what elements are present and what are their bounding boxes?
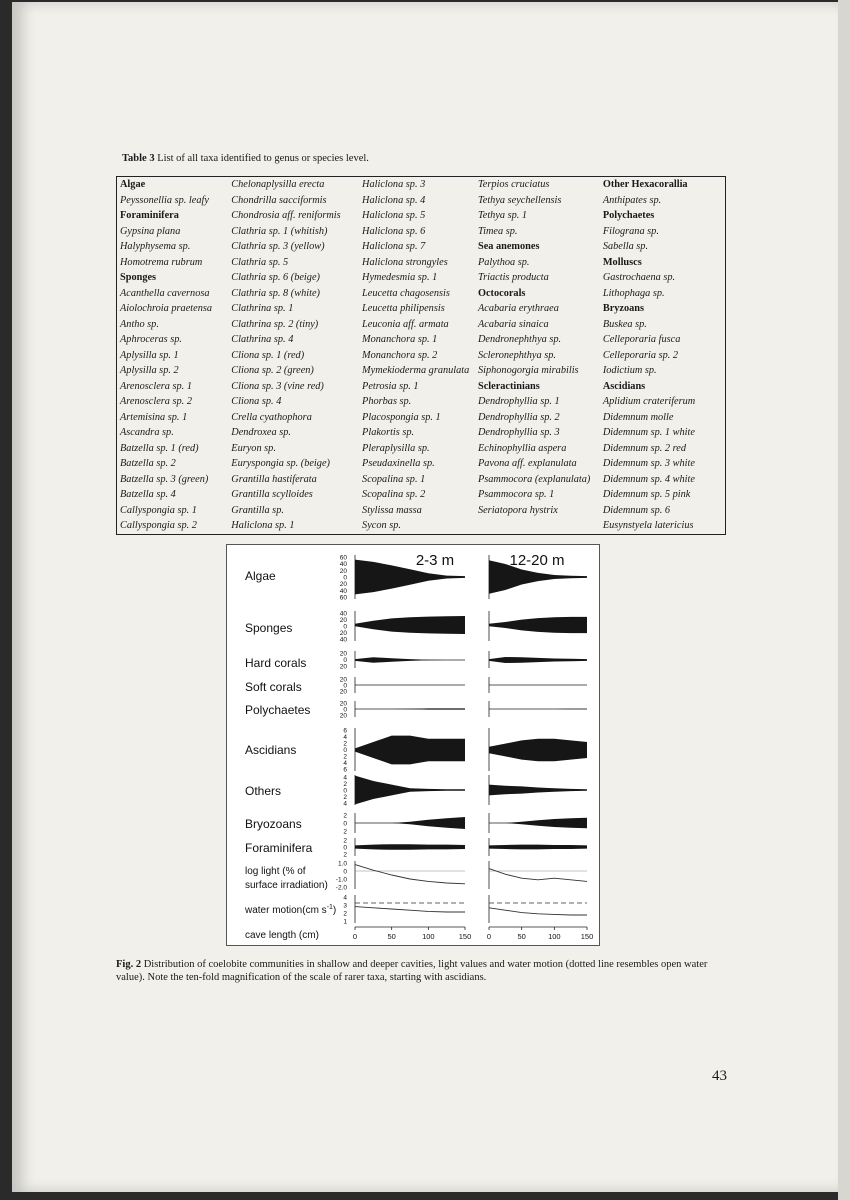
taxon-name: Celleporaria fusca: [602, 334, 681, 345]
taxon-name: Grantilla sp.: [231, 504, 284, 516]
taxon-name: Gastrochaena sp.: [602, 272, 676, 283]
taxon-name: Monanchora sp. 2: [362, 349, 438, 361]
scale-tick-label: 0: [343, 844, 347, 852]
taxon-name: Scopalina sp. 1: [362, 473, 426, 485]
taxon-name: Crella cyathophora: [231, 411, 312, 423]
x-tick-label: 0: [352, 932, 358, 941]
table-row: [117, 208, 726, 224]
scale-tick-label: 2: [343, 828, 347, 836]
taxon-name: Pavona aff. explanulata: [477, 458, 577, 469]
water-curve-shallow: [355, 907, 465, 912]
taxon-name: [475, 518, 600, 534]
taxon-name: Didemnum sp. 1 white: [602, 427, 695, 438]
taxon-name: Euryon sp.: [231, 442, 276, 454]
taxon-name: Grantilla scylloides: [231, 489, 313, 500]
taxon-label-others: Others: [245, 784, 282, 798]
taxon-name: Callyspongia sp. 1: [120, 504, 197, 516]
table-row: [117, 503, 726, 519]
table-row: [117, 286, 726, 302]
scale-tick-label: 0: [343, 747, 347, 754]
scale-tick-label: 2: [343, 781, 347, 788]
taxon-name: Aplysilla sp. 2: [120, 365, 179, 376]
water-scale-tick: 4: [343, 894, 347, 902]
taxon-group-heading: Molluscs: [602, 256, 642, 268]
table-row: [117, 270, 726, 286]
taxon-name: Eusynstyela latericius: [602, 520, 694, 531]
taxon-name: Mymekioderma granulata: [362, 365, 470, 376]
taxon-name: Haliclona sp. 4: [362, 194, 426, 206]
taxon-name: Aplidium crateriferum: [602, 396, 696, 407]
light-curve-deep: [489, 869, 587, 882]
x-tick-label: 100: [422, 932, 435, 941]
light-scale-tick: -2.0: [335, 884, 347, 892]
taxon-group-heading: Sea anemones: [477, 241, 540, 252]
scale-tick-label: 40: [339, 610, 347, 618]
taxon-name: Stylissa massa: [362, 504, 422, 516]
taxon-name: Clathria sp. 6 (beige): [231, 272, 320, 283]
taxon-name: Artemisina sp. 1: [120, 411, 188, 423]
scale-tick-label: 2: [343, 837, 347, 845]
taxon-name: Dendronephthya sp.: [477, 334, 562, 345]
water-label-text: water motion(cm s: [245, 905, 327, 916]
scale-tick-label: 20: [339, 712, 347, 720]
x-tick-label: 50: [387, 932, 396, 941]
scale-tick-label: 6: [343, 766, 347, 774]
taxon-name: Pseudaxinella sp.: [362, 458, 435, 469]
taxon-name: Acabaria sinaica: [477, 318, 549, 330]
taxon-name: Acabaria erythraea: [477, 303, 559, 314]
taxon-name: Didemnum molle: [602, 411, 674, 423]
table-row: [117, 472, 726, 488]
taxon-name: Callyspongia sp. 2: [120, 520, 197, 531]
scale-tick-label: 20: [339, 650, 347, 658]
taxon-name: Palythoa sp.: [477, 256, 530, 268]
taxon-group-heading: Ascidians: [602, 380, 646, 392]
x-tick-label: 100: [548, 932, 561, 941]
taxon-group-heading: Sponges: [120, 272, 157, 283]
water-label-sup: -1: [326, 904, 333, 911]
taxon-name: Scleronephthya sp.: [477, 349, 556, 361]
light-scale-tick: -1.0: [335, 876, 347, 884]
table-row: [117, 410, 726, 426]
table-row: [117, 224, 726, 240]
taxon-name: Clathria sp. 3 (yellow): [231, 241, 325, 252]
figure-kite-diagram: [226, 544, 600, 946]
taxon-group-heading: Bryzoans: [602, 303, 645, 314]
scale-tick-label: 2: [343, 740, 347, 748]
taxon-name: Arenosclera sp. 2: [120, 396, 192, 407]
taxa-table: [116, 176, 726, 535]
scale-tick-label: 0: [343, 574, 347, 582]
table-row: [117, 301, 726, 317]
taxon-name: Leucetta chagosensis: [362, 287, 450, 299]
taxon-name: Clathria sp. 8 (white): [231, 287, 320, 299]
scale-tick-label: 4: [343, 734, 347, 741]
taxon-name: Batzella sp. 4: [120, 489, 176, 500]
kite-foraminifera-shallow: [355, 844, 465, 850]
water-motion-label: [244, 904, 336, 916]
table-row: [117, 518, 726, 534]
taxon-label-algae: Algae: [245, 569, 276, 583]
taxon-name: Scopalina sp. 2: [362, 489, 426, 500]
scale-tick-label: 0: [343, 682, 347, 690]
scale-tick-label: 20: [339, 688, 347, 696]
x-tick-label: 0: [486, 932, 492, 941]
figure-caption-text: Distribution of coelobite communities in shallow and deeper cavities, light values and water motion (dotted line resembles open water value). Note the ten-fold magnification of the scale of rarer taxa, starting with ascidians.: [116, 959, 708, 983]
taxon-name: Plakortis sp.: [362, 427, 415, 438]
scale-tick-label: 0: [343, 657, 347, 664]
taxon-name: Aplysilla sp. 1: [120, 349, 179, 361]
scale-tick-label: 0: [343, 706, 347, 714]
taxon-label-bryozoans: Bryozoans: [245, 817, 302, 831]
light-label-line2: surface irradiation): [245, 880, 328, 891]
x-tick-label: 50: [517, 932, 526, 941]
scale-tick-label: 0: [343, 820, 347, 828]
taxon-name: Aphroceras sp.: [120, 334, 182, 345]
taxon-name: Petrosia sp. 1: [362, 380, 419, 392]
taxon-name: Clathria sp. 5: [231, 256, 289, 268]
taxon-name: Haliclona sp. 5: [362, 210, 426, 221]
scale-tick-label: 2: [343, 753, 347, 761]
scale-tick-label: 40: [339, 636, 347, 644]
kite-others-shallow: [355, 776, 465, 805]
taxon-name: Acanthella cavernosa: [120, 287, 210, 299]
taxon-name: Chondrosia aff. reniformis: [231, 210, 341, 221]
figure-caption: [116, 958, 728, 984]
taxon-name: Tethya seychellensis: [477, 194, 562, 206]
scale-tick-label: 40: [339, 587, 347, 595]
table-row: [117, 239, 726, 255]
taxon-label-ascidians: Ascidians: [245, 743, 297, 757]
scale-tick-label: 2: [343, 794, 347, 801]
table-caption-label: Table 3: [122, 153, 155, 164]
taxon-name: Arenosclera sp. 1: [120, 380, 192, 392]
light-scale-tick: 1.0: [337, 860, 347, 868]
taxon-name: Triactis producta: [477, 272, 549, 283]
table-row: [117, 255, 726, 271]
taxon-name: Cliona sp. 2 (green): [231, 365, 314, 376]
scale-tick-label: 60: [339, 554, 347, 562]
taxon-group-heading: Algae: [120, 179, 146, 190]
table-row: [117, 348, 726, 364]
taxon-name: Cliona sp. 1 (red): [231, 349, 305, 361]
taxon-name: Clathrina sp. 4: [231, 334, 294, 345]
taxon-label-polychaetes: Polychaetes: [245, 703, 311, 717]
kite-foraminifera-deep: [489, 845, 587, 850]
light-curve-shallow: [355, 865, 465, 884]
scale-tick-label: 4: [343, 760, 347, 767]
light-scale-tick: 0: [343, 868, 347, 876]
taxon-name: Batzella sp. 2: [120, 458, 176, 469]
taxon-label-hard-corals: Hard corals: [245, 656, 307, 670]
taxon-name: Antho sp.: [120, 318, 159, 330]
taxon-name: Cliona sp. 3 (vine red): [231, 380, 324, 392]
table-row: [117, 363, 726, 379]
taxon-group-heading: Octocorals: [477, 287, 526, 299]
taxon-name: Aiolochroia praetensa: [120, 303, 212, 314]
x-axis-label: cave length (cm): [245, 930, 319, 941]
water-scale-tick: 2: [343, 910, 347, 918]
water-scale-tick: 1: [343, 918, 347, 926]
taxon-name: Filograna sp.: [602, 225, 659, 237]
taxon-name: Terpios cruciatus: [477, 179, 550, 190]
scale-tick-label: 20: [339, 581, 347, 589]
taxon-name: Haliclona strongyles: [362, 256, 448, 268]
taxon-name: Didemnum sp. 4 white: [602, 473, 695, 485]
taxon-name: Didemnum sp. 3 white: [602, 458, 695, 469]
taxon-name: Clathria sp. 1 (whitish): [231, 225, 328, 237]
water-label-end: ): [332, 905, 337, 916]
taxon-name: Haliclona sp. 7: [362, 241, 426, 252]
taxon-name: Siphonogorgia mirabilis: [477, 365, 579, 376]
taxon-name: Homotrema rubrum: [120, 256, 203, 268]
taxon-name: Hymedesmia sp. 1: [362, 272, 438, 283]
table-row: [117, 177, 726, 193]
table-row: [117, 317, 726, 333]
taxon-name: Euryspongia sp. (beige): [231, 458, 330, 469]
taxon-group-heading: Scleractinians: [477, 380, 540, 392]
scale-tick-label: 4: [343, 800, 347, 808]
taxon-name: Sabella sp.: [602, 241, 649, 252]
table-row: [117, 441, 726, 457]
table-row: [117, 394, 726, 410]
scale-tick-label: 0: [343, 787, 347, 795]
scale-tick-label: 4: [343, 774, 347, 782]
scale-tick-label: 60: [339, 594, 347, 602]
taxon-name: Haliclona sp. 1: [231, 520, 295, 531]
taxon-name: Leuconia aff. armata: [362, 318, 449, 330]
taxon-group-heading: Polychaetes: [602, 210, 655, 221]
taxon-name: Timea sp.: [477, 225, 518, 237]
taxon-name: Sycon sp.: [362, 520, 401, 531]
water-scale-tick: 3: [343, 902, 347, 910]
taxon-name: Didemnum sp. 6: [602, 504, 671, 516]
taxon-name: Iodictium sp.: [602, 365, 657, 376]
page-edge: [838, 0, 850, 1200]
table-row: [117, 456, 726, 472]
taxon-name: Monanchora sp. 1: [362, 334, 438, 345]
taxon-name: Ascandra sp.: [120, 427, 174, 438]
figure-caption-label: Fig. 2: [116, 959, 142, 970]
kite-sponges-deep: [489, 617, 587, 633]
taxon-name: Peyssonellia sp. leafy: [120, 194, 209, 206]
taxon-name: Didemnum sp. 2 red: [602, 442, 686, 454]
taxon-name: Grantilla hastiferata: [231, 473, 317, 485]
taxon-name: Phorbas sp.: [362, 396, 412, 407]
panel-title-shallow: 2-3 m: [415, 552, 455, 569]
taxon-group-heading: Foraminifera: [120, 210, 179, 221]
kite-others-deep: [489, 785, 587, 796]
taxon-name: Tethya sp. 1: [477, 210, 528, 221]
table-row: [117, 332, 726, 348]
light-label-line1: log light (% of: [245, 866, 306, 877]
table-row: [117, 487, 726, 503]
taxon-name: Chelonaplysilla erecta: [231, 179, 325, 190]
taxon-name: Pleraplysilla sp.: [362, 442, 430, 454]
scale-tick-label: 20: [339, 663, 347, 671]
table-row: [117, 193, 726, 209]
taxon-name: Anthipates sp.: [602, 194, 662, 206]
taxon-name: Celleporaria sp. 2: [602, 349, 679, 361]
kite-hard-corals-deep: [489, 657, 587, 663]
taxon-name: Halyphysema sp.: [120, 241, 191, 252]
scale-tick-label: 20: [339, 700, 347, 708]
taxon-name: Dendrophyllia sp. 2: [477, 411, 560, 423]
scale-tick-label: 2: [343, 812, 347, 820]
taxon-label-soft-corals: Soft corals: [245, 680, 302, 694]
scale-tick-label: 20: [339, 567, 347, 575]
page-number: 43: [712, 1068, 727, 1084]
taxon-name: Placospongia sp. 1: [362, 411, 441, 423]
taxon-name: Buskea sp.: [602, 318, 647, 330]
taxon-name: Haliclona sp. 6: [362, 225, 426, 237]
taxon-name: Psammocora (explanulata): [477, 473, 591, 485]
taxon-label-sponges: Sponges: [245, 621, 293, 635]
table-row: [117, 425, 726, 441]
taxon-name: Dendrophyllia sp. 1: [477, 396, 560, 407]
scale-tick-label: 2: [343, 851, 347, 859]
taxon-label-foraminifera: Foraminifera: [245, 841, 313, 855]
scale-tick-label: 0: [343, 623, 347, 631]
kite-sponges-shallow: [355, 616, 465, 634]
taxon-name: Didemnum sp. 5 pink: [602, 489, 691, 500]
water-curve-deep: [489, 908, 587, 915]
taxon-name: Haliclona sp. 3: [362, 179, 426, 190]
taxon-group-heading: Other Hexacorallia: [602, 179, 688, 190]
x-tick-label: 150: [458, 932, 472, 941]
scale-tick-label: 20: [339, 617, 347, 624]
taxon-name: Clathrina sp. 2 (tiny): [231, 318, 319, 330]
x-tick-label: 150: [580, 932, 594, 941]
taxon-name: Batzella sp. 1 (red): [120, 442, 199, 454]
table-caption: [122, 153, 369, 164]
table-caption-text: List of all taxa identified to genus or species level.: [154, 153, 369, 164]
taxon-name: Seriatopora hystrix: [477, 504, 558, 516]
scale-tick-label: 40: [339, 561, 347, 569]
scale-tick-label: 20: [339, 630, 347, 637]
taxon-name: Chondrilla sacciformis: [231, 194, 327, 206]
taxon-name: Cliona sp. 4: [231, 396, 282, 407]
table-row: [117, 379, 726, 395]
taxon-name: Lithophaga sp.: [602, 287, 665, 299]
taxon-name: Psammocora sp. 1: [477, 489, 555, 500]
taxon-name: Dendrophyllia sp. 3: [477, 427, 560, 438]
taxon-name: Gypsina plana: [120, 225, 181, 237]
taxon-name: Clathrina sp. 1: [231, 303, 294, 314]
taxon-name: Batzella sp. 3 (green): [120, 473, 209, 485]
scale-tick-label: 20: [339, 676, 347, 684]
scale-tick-label: 6: [343, 727, 347, 735]
panel-title-deep: 12-20 m: [509, 552, 565, 569]
taxon-name: Echinophyllia aspera: [477, 442, 567, 454]
kite-ascidians-shallow: [355, 736, 465, 765]
taxon-name: Leucetta philipensis: [362, 303, 445, 314]
taxon-name: Dendroxea sp.: [231, 427, 291, 438]
kite-ascidians-deep: [489, 739, 587, 761]
